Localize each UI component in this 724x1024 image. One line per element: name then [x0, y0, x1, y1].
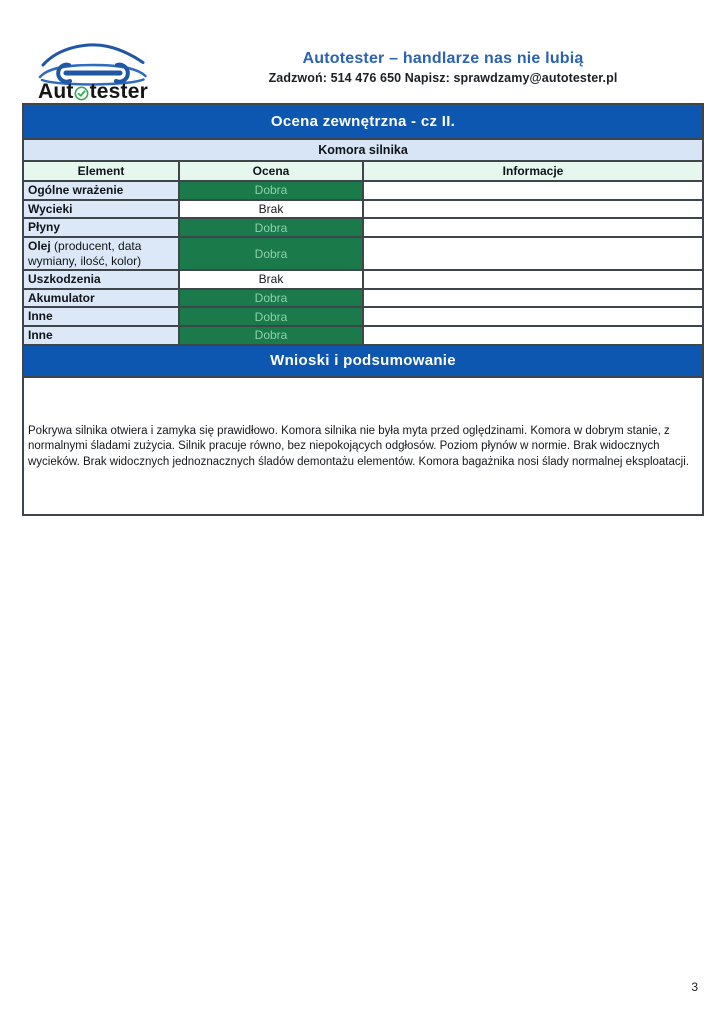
subsection-title: Komora silnika	[23, 139, 703, 161]
ocena-cell: Dobra	[179, 307, 363, 326]
section-title: Ocena zewnętrzna - cz II.	[23, 104, 703, 139]
element-note: (producent, data wymiany, ilość, kolor)	[28, 238, 142, 268]
inspection-table	[22, 103, 704, 516]
element-cell	[23, 307, 179, 326]
table-row	[23, 289, 703, 308]
element-label: Wycieki	[28, 201, 73, 216]
element-cell	[23, 181, 179, 200]
check-circle-icon	[74, 86, 89, 101]
element-label: Płyny	[28, 220, 61, 235]
contact-line: Zadzwoń: 514 476 650 Napisz: sprawdzamy@autotester.pl	[268, 71, 618, 85]
ocena-cell: Dobra	[179, 237, 363, 270]
ocena-cell: Dobra	[179, 326, 363, 345]
ocena-cell: Dobra	[179, 289, 363, 308]
summary-title-row	[23, 345, 703, 377]
informacje-cell	[363, 200, 703, 219]
autotester-logo	[34, 40, 152, 104]
informacje-cell	[363, 218, 703, 237]
summary-row	[23, 377, 703, 515]
ocena-cell: Dobra	[179, 218, 363, 237]
element-label: Inne	[28, 309, 53, 324]
subsection-row	[23, 139, 703, 161]
summary-text: Pokrywa silnika otwiera i zamyka się prawidłowo. Komora silnika nie była myta przed oględzinami. Komora w dobrym stanie, z normalnymi śladami zużycia. Silnik pracuje równo, bez niepokojących odgłosów. Poziom płynów w normie. Brak widocznych wycieków. Brak widocznych jednoznacznych śladów demontażu elementów. Komora bagażnika nosi ślady normalnej eksploatacji.	[23, 377, 703, 515]
header-block	[163, 50, 723, 85]
column-header-ocena: Ocena	[179, 161, 363, 181]
ocena-cell: Dobra	[179, 181, 363, 200]
table-row	[23, 307, 703, 326]
column-header-element: Element	[23, 161, 179, 181]
column-header-row	[23, 161, 703, 181]
informacje-cell	[363, 270, 703, 289]
informacje-cell	[363, 181, 703, 200]
element-cell	[23, 237, 179, 270]
table-row	[23, 218, 703, 237]
informacje-cell	[363, 237, 703, 270]
informacje-cell	[363, 307, 703, 326]
element-cell	[23, 289, 179, 308]
element-label: Olej	[28, 238, 51, 253]
table-row	[23, 237, 703, 270]
informacje-cell	[363, 289, 703, 308]
element-cell	[23, 270, 179, 289]
element-label: Inne	[28, 328, 53, 342]
page-title: Autotester – handlarze nas nie lubią	[302, 50, 584, 67]
summary-title: Wnioski i podsumowanie	[23, 345, 703, 377]
table-row	[23, 270, 703, 289]
element-cell	[23, 326, 179, 345]
table-row	[23, 181, 703, 200]
ocena-cell: Brak	[179, 270, 363, 289]
element-cell	[23, 200, 179, 219]
logo-text-pre: Aut	[38, 80, 74, 103]
table-row	[23, 200, 703, 219]
informacje-cell	[363, 326, 703, 345]
table-row	[23, 326, 703, 345]
element-label: Uszkodzenia	[28, 272, 101, 287]
logo-text-post: tester	[89, 80, 148, 103]
inspection-report	[22, 103, 702, 516]
element-label: Ogólne wrażenie	[28, 183, 124, 197]
logo-wordmark	[34, 80, 152, 104]
element-label: Akumulator	[28, 290, 95, 305]
ocena-cell: Brak	[179, 200, 363, 219]
element-cell	[23, 218, 179, 237]
engine-table-body	[23, 181, 703, 345]
page-number: 3	[691, 980, 698, 994]
section-title-row	[23, 104, 703, 139]
column-header-informacje: Informacje	[363, 161, 703, 181]
